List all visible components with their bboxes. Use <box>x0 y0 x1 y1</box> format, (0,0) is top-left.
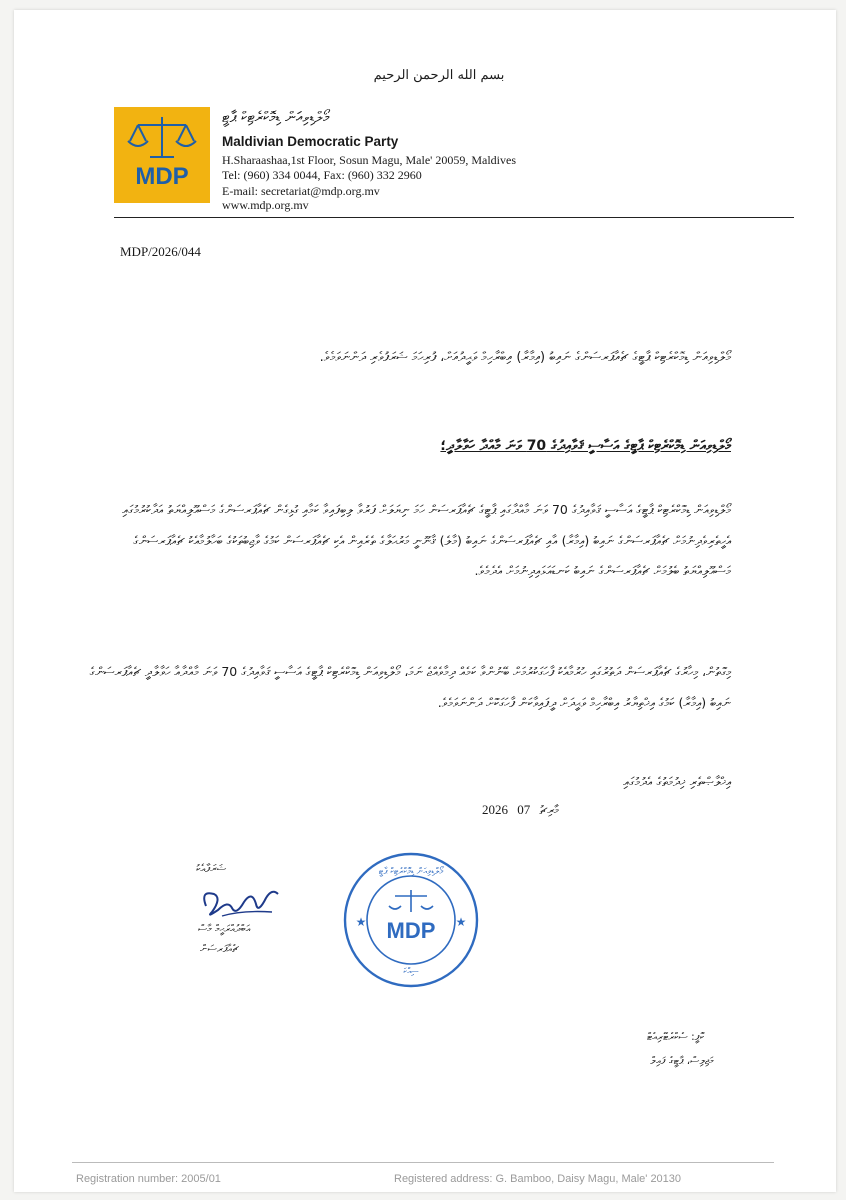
letter-paragraph-1: މޯލްޑިވިއަން ޑިމޮކްރެޓިކް ޕާޓީގެ އަސާސީ ޤަވާއިދުގެ 70 ވަނަ މާއްދާގައި ޕާޓީގެ ޗެއާޕަރސަން ހަމަ ނިޔަލަށް ފަރުވާ ލިބިފައިވާ ކަމާއި ގުޅިގެން ޗެއާޕަރސަންގެ މަސްއޫލިއްޔަތު އަދާކުރުމުގައި އެހީތެރިވެދިނުމަށް ޗެއާޕަރސަންގެ ނައިބު (އިމާރާ) އާއި ޗެއާޕަރސަންގެ ނައިބު (މާލެ) ޤާނޫނީ މަރުޙަލާގެ ތެރެއިން އެކި ޗެއާޕަރސަން ކަމުގެ ވާޖިބުތަކުގެ ބަހާލުމާއެކު ޗެއާޕަރސަންގެ މަސްއޫލިއްޔަތު ބެލުމަށް ޗެއާޕަރސަންގެ ނައިބު ކަނޑައަޅައިދިނުމަށް އެދެމެވެ. <box>122 502 731 578</box>
bismillah-calligraphy: بسم الله الرحمن الرحيم <box>373 68 505 83</box>
svg-text:★: ★ <box>355 915 367 929</box>
signatory-role: ޗެއާޕަރސަން <box>200 943 239 955</box>
party-stamp <box>341 850 481 990</box>
header-divider <box>114 217 794 218</box>
party-address: H.Sharaashaa,1st Floor, Sosun Magu, Male' 20059, Maldives <box>222 153 516 167</box>
party-name-dhivehi: މޯލްޑިވިއަން ޑިމޮކްރެޓިކް ޕާޓީ <box>222 108 330 126</box>
stamp-bottom-text: ސިއްކަ <box>403 967 419 977</box>
letter-page <box>14 10 836 1192</box>
signatory-name: އަބްދުއްރަޙީމް މާސް <box>198 923 251 935</box>
letter-intro: މޯލްޑިވިއަން ޑިމޮކްރެޓިކް ޕާޓީގެ ޗެއާޕަރސަންގެ ނައިބު (އިމާރާ) އިބްރާހިމް ވަޙީދުއަށް، ފުރިހަމަ ޝަރަފުވެރި ދަންނަވަމެވެ. <box>319 350 731 365</box>
letter-heading: މޯލްޑިވިއަން ޑިމޮކްރެޓިކް ޕާޓީގެ އަސާސީ ޤަވާއިދުގެ 70 ވަނަ މާއްދާ ހަވާލާދީ؛ <box>440 438 731 454</box>
party-email: E-mail: secretariat@mdp.org.mv <box>222 184 380 198</box>
stamp-top-text: މޯލްޑިވިއަން ޑިމޮކްރެޓިކް ޕާޓީ <box>378 867 444 877</box>
party-name: Maldivian Democratic Party <box>222 134 399 149</box>
handwritten-signature <box>192 880 282 924</box>
copy-to-line-1: ކޮޕީ: ސެކްރެޓޭރިއެޓް <box>647 1031 705 1043</box>
svg-text:★: ★ <box>455 915 467 929</box>
date-year: 2026 <box>482 802 508 817</box>
reference-number: MDP/2026/044 <box>120 244 201 259</box>
letter-date <box>476 802 559 818</box>
mdp-logo <box>114 107 210 203</box>
stamp-center-text: MDP <box>386 918 436 943</box>
stamp-scales-icon <box>389 890 433 912</box>
footer-divider <box>72 1162 774 1163</box>
letter-closing: އިޚްލާޞްތެރި ޚިދުމަތުގެ އެދުމުގައި <box>623 774 731 789</box>
signature-title: ޝަރަފާއެކު <box>196 862 227 875</box>
date-month: މާރިޗު <box>539 803 559 817</box>
party-website: www.mdp.org.mv <box>222 198 309 212</box>
date-day: 07 <box>517 802 531 817</box>
letter-paragraph-2: މިގޮތުން، މިހާރުގެ ޗެއާޕަރސަން ދަތުރުގައި ހުރުމާއެކު ފާހަގަކުރުމަށް ބޭނުންވާ ކަމެއް ދިމާވެއްޖެ ނަމަ، މޯލްޑިވިއަން ޑިމޮކްރެޓިކް ޕާޓީގެ އަސާސީ ޤަވާއިދުގެ 70 ވަނަ މާއްދާއާ ހަވާލާދީ ޗެއާޕަރސަންގެ ނައިބު (އިމާރާ) ކަމުގެ އިޚްތިޔާރު އިބްރާހިމް ވަޙީދަށް ދީފައިވާކަން ފާހަގަކޮށް ދަންނަވަމެވެ. <box>89 664 731 710</box>
copy-to-line-2: މަޖިލިސް، ޕާޓީގެ ފައިލް <box>650 1055 714 1067</box>
party-tel-fax: Tel: (960) 334 0044, Fax: (960) 332 2960 <box>222 168 422 182</box>
logo-text: MDP <box>135 163 189 190</box>
registration-number: Registration number: 2005/01 <box>76 1173 221 1185</box>
registered-address: Registered address: G. Bamboo, Daisy Magu, Male' 20130 <box>394 1173 682 1185</box>
